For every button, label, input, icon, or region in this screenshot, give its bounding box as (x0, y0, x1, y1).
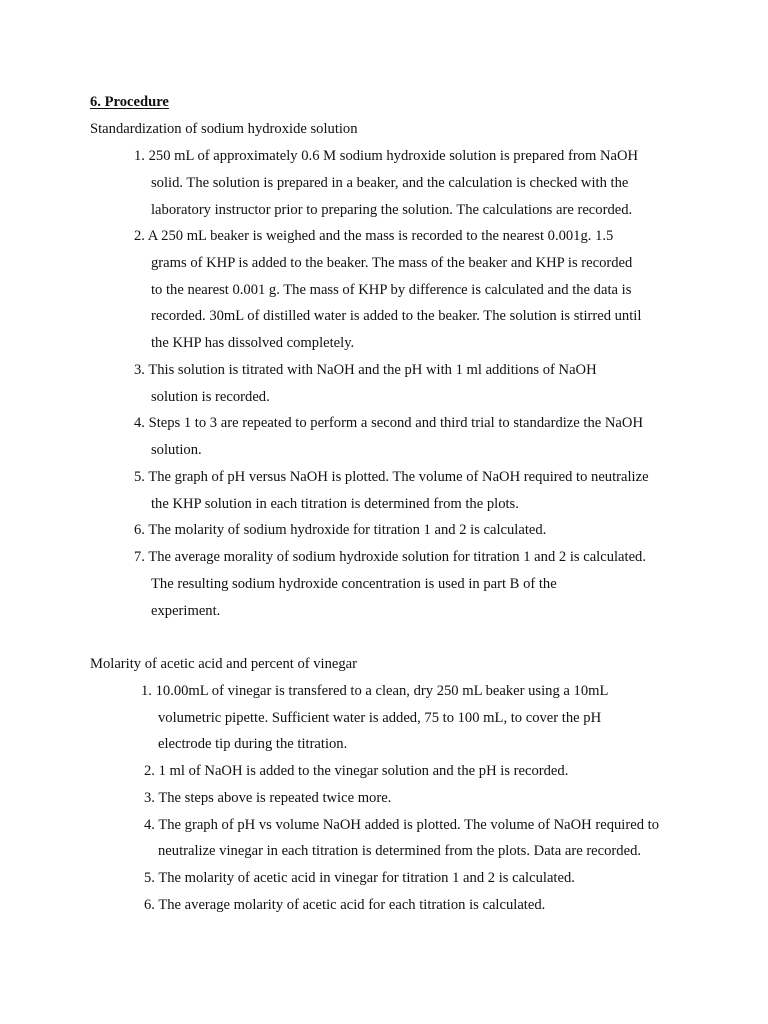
part-b-line: volumetric pipette. Sufficient water is added, 75 to 100 mL, to cover the pH (158, 710, 602, 726)
part-a-line: laboratory instructor prior to preparing the solution. The calculations are recorded. (151, 202, 633, 218)
part-b-line: neutralize vinegar in each titration is determined from the plots. Data are recorded. (158, 843, 642, 859)
part-a-line: 7. The average morality of sodium hydroxide solution for titration 1 and 2 is calculated. (134, 549, 647, 565)
part-b-line: 4. The graph of pH vs volume NaOH added is plotted. The volume of NaOH required to (144, 817, 659, 833)
section-heading: 6. Procedure (90, 94, 169, 110)
part-b-line: 6. The average molarity of acetic acid for each titration is calculated. (144, 897, 546, 913)
part-a-line: 1. 250 mL of approximately 0.6 M sodium hydroxide solution is prepared from NaOH (134, 148, 639, 164)
part-a-line: grams of KHP is added to the beaker. The mass of the beaker and KHP is recorded (151, 255, 633, 271)
part-a-line: solution is recorded. (151, 389, 270, 405)
part-b-line: 5. The molarity of acetic acid in vinegar for titration 1 and 2 is calculated. (144, 870, 575, 886)
part-a-line: to the nearest 0.001 g. The mass of KHP by difference is calculated and the data is (151, 282, 632, 298)
part-a-line: 3. This solution is titrated with NaOH and the pH with 1 ml additions of NaOH (134, 362, 597, 378)
part-b-line: electrode tip during the titration. (158, 736, 348, 752)
part-b-line: 2. 1 ml of NaOH is added to the vinegar solution and the pH is recorded. (144, 763, 569, 779)
part-a-title: Standardization of sodium hydroxide solution (90, 121, 358, 137)
part-b-line: 1. 10.00mL of vinegar is transfered to a clean, dry 250 mL beaker using a 10mL (141, 683, 609, 699)
part-a-line: 4. Steps 1 to 3 are repeated to perform a second and third trial to standardize the NaOH (134, 415, 643, 431)
part-b-line: 3. The steps above is repeated twice more. (144, 790, 392, 806)
part-b-title: Molarity of acetic acid and percent of vinegar (90, 656, 358, 672)
part-a-line: recorded. 30mL of distilled water is added to the beaker. The solution is stirred until (151, 308, 642, 324)
part-a-line: 2. A 250 mL beaker is weighed and the mass is recorded to the nearest 0.001g. 1.5 (134, 228, 614, 244)
part-a-line: solid. The solution is prepared in a beaker, and the calculation is checked with the (151, 175, 629, 191)
part-a-line: the KHP solution in each titration is determined from the plots. (151, 496, 519, 512)
part-a-line: the KHP has dissolved completely. (151, 335, 355, 351)
part-a-line: The resulting sodium hydroxide concentration is used in part B of the (151, 576, 557, 592)
part-a-line: 6. The molarity of sodium hydroxide for titration 1 and 2 is calculated. (134, 522, 547, 538)
part-a-line: 5. The graph of pH versus NaOH is plotted. The volume of NaOH required to neutralize (134, 469, 649, 485)
part-a-line: solution. (151, 442, 202, 458)
part-a-line: experiment. (151, 603, 221, 619)
